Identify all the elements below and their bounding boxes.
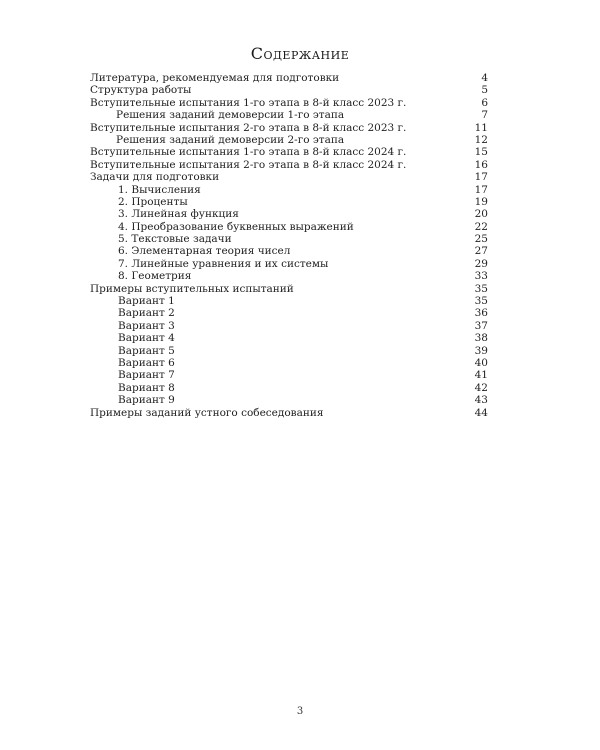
toc-entry-page: 36 xyxy=(474,307,488,320)
toc-entry-page: 29 xyxy=(474,257,488,270)
toc-entry-page: 17 xyxy=(474,171,488,184)
toc-entry[interactable] xyxy=(90,146,488,158)
toc-entry[interactable] xyxy=(90,283,488,295)
toc-entry-label: Вариант 1 xyxy=(118,295,175,308)
toc-entry-page: 20 xyxy=(474,208,488,221)
toc-entry[interactable] xyxy=(90,295,488,307)
toc-entry-label: Вариант 4 xyxy=(118,332,175,345)
toc-entry-page: 41 xyxy=(474,369,488,382)
toc-entry-label: Вариант 6 xyxy=(118,356,175,369)
toc-entry-label: Решения заданий демоверсии 2-го этапа xyxy=(116,133,345,146)
toc-entry[interactable] xyxy=(90,221,488,233)
toc-entry[interactable] xyxy=(90,171,488,183)
toc-entry-label: Вступительные испытания 2-го этапа в 8-й класс 2023 г. xyxy=(90,121,407,134)
toc-entry-page: 16 xyxy=(474,158,488,171)
toc-entry[interactable] xyxy=(90,245,488,257)
toc-entry[interactable] xyxy=(90,345,488,357)
toc-entry[interactable] xyxy=(90,72,488,84)
toc-entry-page: 43 xyxy=(474,394,488,407)
toc-entry-label: Задачи для подготовки xyxy=(90,171,220,184)
toc-entry-page: 33 xyxy=(474,270,488,283)
toc-entry-page: 7 xyxy=(481,109,488,122)
toc-entry[interactable] xyxy=(90,233,488,245)
toc-entry[interactable] xyxy=(90,109,488,121)
toc-entry[interactable] xyxy=(90,208,488,220)
page-number: 3 xyxy=(296,706,304,717)
toc-entry-label: Вступительные испытания 1-го этапа в 8-й класс 2023 г. xyxy=(90,96,407,109)
toc-entry[interactable] xyxy=(90,394,488,406)
toc-entry-label: 5. Текстовые задачи xyxy=(118,233,232,246)
toc-entry-label: Структура работы xyxy=(90,84,192,97)
toc-entry[interactable] xyxy=(90,270,488,282)
toc-entry-page: 5 xyxy=(481,84,488,97)
toc-entry-page: 6 xyxy=(481,96,488,109)
toc-entry[interactable] xyxy=(90,122,488,134)
toc-entry-page: 40 xyxy=(474,356,488,369)
toc-entry[interactable] xyxy=(90,134,488,146)
toc-entry-label: Вариант 2 xyxy=(118,307,175,320)
toc-entry[interactable] xyxy=(90,97,488,109)
toc-entry[interactable] xyxy=(90,159,488,171)
toc-entry-page: 44 xyxy=(474,406,488,419)
toc-entry-label: Вариант 3 xyxy=(118,319,175,332)
toc-entry-label: 6. Элементарная теория чисел xyxy=(118,245,291,258)
toc-entry[interactable] xyxy=(90,196,488,208)
toc-entry[interactable] xyxy=(90,407,488,419)
page-title: Содержание xyxy=(250,44,350,63)
toc-entry-label: 2. Проценты xyxy=(118,195,188,208)
toc-entry-label: Решения заданий демоверсии 1-го этапа xyxy=(116,109,345,122)
toc-entry-page: 17 xyxy=(474,183,488,196)
toc-entry-page: 37 xyxy=(474,319,488,332)
toc-entry-label: 3. Линейная функция xyxy=(118,208,239,221)
toc-entry-label: Вступительные испытания 1-го этапа в 8-й класс 2024 г. xyxy=(90,146,407,159)
toc-entry-label: Примеры заданий устного собеседования xyxy=(90,406,324,419)
toc-entry-label: Вариант 7 xyxy=(118,369,175,382)
toc-entry-label: 7. Линейные уравнения и их системы xyxy=(118,257,329,270)
toc-entry-page: 42 xyxy=(474,381,488,394)
toc-entry-label: 4. Преобразование буквенных выражений xyxy=(118,220,354,233)
toc-entry-label: Вариант 8 xyxy=(118,381,175,394)
toc-entry[interactable] xyxy=(90,382,488,394)
toc-entry-page: 11 xyxy=(474,121,488,134)
toc-entry[interactable] xyxy=(90,184,488,196)
toc-entry-page: 22 xyxy=(474,220,488,233)
toc-entry-page: 39 xyxy=(474,344,488,357)
toc-entry-label: 8. Геометрия xyxy=(118,270,192,283)
table-of-contents xyxy=(90,72,488,419)
toc-entry-page: 4 xyxy=(481,72,488,84)
toc-entry-label: Вариант 9 xyxy=(118,394,175,407)
toc-entry-page: 25 xyxy=(474,233,488,246)
toc-entry[interactable] xyxy=(90,357,488,369)
toc-entry-label: 1. Вычисления xyxy=(118,183,201,196)
toc-entry-page: 27 xyxy=(474,245,488,258)
toc-entry[interactable] xyxy=(90,307,488,319)
toc-entry-page: 15 xyxy=(474,146,488,159)
toc-entry-label: Вариант 5 xyxy=(118,344,175,357)
toc-entry[interactable] xyxy=(90,84,488,96)
toc-entry-page: 35 xyxy=(474,295,488,308)
toc-entry-label: Вступительные испытания 2-го этапа в 8-й класс 2024 г. xyxy=(90,158,407,171)
toc-entry[interactable] xyxy=(90,320,488,332)
toc-entry-label: Литература, рекомендуемая для подготовки xyxy=(90,72,340,84)
toc-entry[interactable] xyxy=(90,369,488,381)
toc-entry[interactable] xyxy=(90,258,488,270)
toc-entry-page: 12 xyxy=(474,133,488,146)
toc-entry-label: Примеры вступительных испытаний xyxy=(90,282,294,295)
toc-entry-page: 38 xyxy=(474,332,488,345)
toc-entry-page: 19 xyxy=(474,195,488,208)
toc-entry-page: 35 xyxy=(474,282,488,295)
toc-entry[interactable] xyxy=(90,332,488,344)
